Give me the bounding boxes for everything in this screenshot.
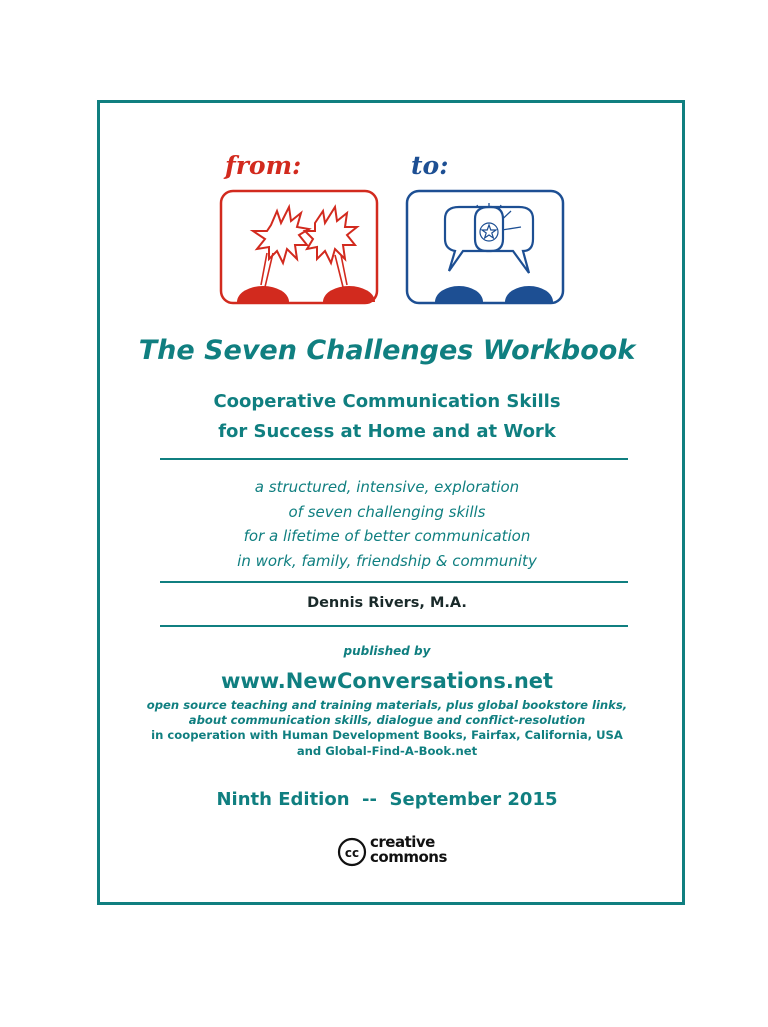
creative-commons-logo [337,835,449,869]
cc-wordmark-line: commons [370,848,447,866]
publisher-info [3,698,768,759]
cover-border [97,100,685,905]
publisher-info-line: in cooperation with Human Development Books, Fairfax, California, USA [151,728,623,743]
cc-wordmark [370,835,447,865]
to-label: to: [411,151,449,180]
conflict-illustration [219,189,381,305]
cc-icon-text: cc [344,846,360,860]
left-person-head [237,286,289,302]
publisher-info-line: and Global-Find-A-Book.net [296,743,478,758]
author-name: Dennis Rivers, M.A. [307,595,467,611]
book-subtitle [3,387,768,447]
book-title: The Seven Challenges Workbook [138,335,636,366]
from-label: from: [225,151,302,180]
subtitle-line: Cooperative Communication Skills [213,391,561,412]
subtitle-line: for Success at Home and at Work [218,421,556,442]
published-by-label: published by [343,644,431,658]
publisher-website: www.NewConversations.net [220,669,554,693]
description-line: a structured, intensive, exploration [254,478,520,496]
left-person-head [435,286,483,302]
dialogue-illustration [405,189,567,305]
left-angry-burst [253,207,309,263]
cc-wordmark-line: creative [370,833,435,851]
description-line: for a lifetime of better communication [243,527,531,545]
divider [160,625,628,627]
divider [160,581,628,583]
description-line: in work, family, friendship & community [237,551,537,570]
right-person-head [505,286,553,302]
divider [160,458,628,460]
right-person-head [323,286,375,302]
publisher-info-line: open source teaching and training materials, plus global bookstore links, [146,698,628,712]
cc-icon [337,837,367,867]
left-burst-tail [261,253,273,287]
publisher-info-line: about communication skills, dialogue and conflict-resolution [188,713,586,728]
description [3,475,768,573]
edition-label: Ninth Edition -- September 2015 [216,789,558,810]
right-angry-burst [305,207,357,263]
description-line: of seven challenging skills [288,502,486,521]
conflict-frame [221,191,377,303]
